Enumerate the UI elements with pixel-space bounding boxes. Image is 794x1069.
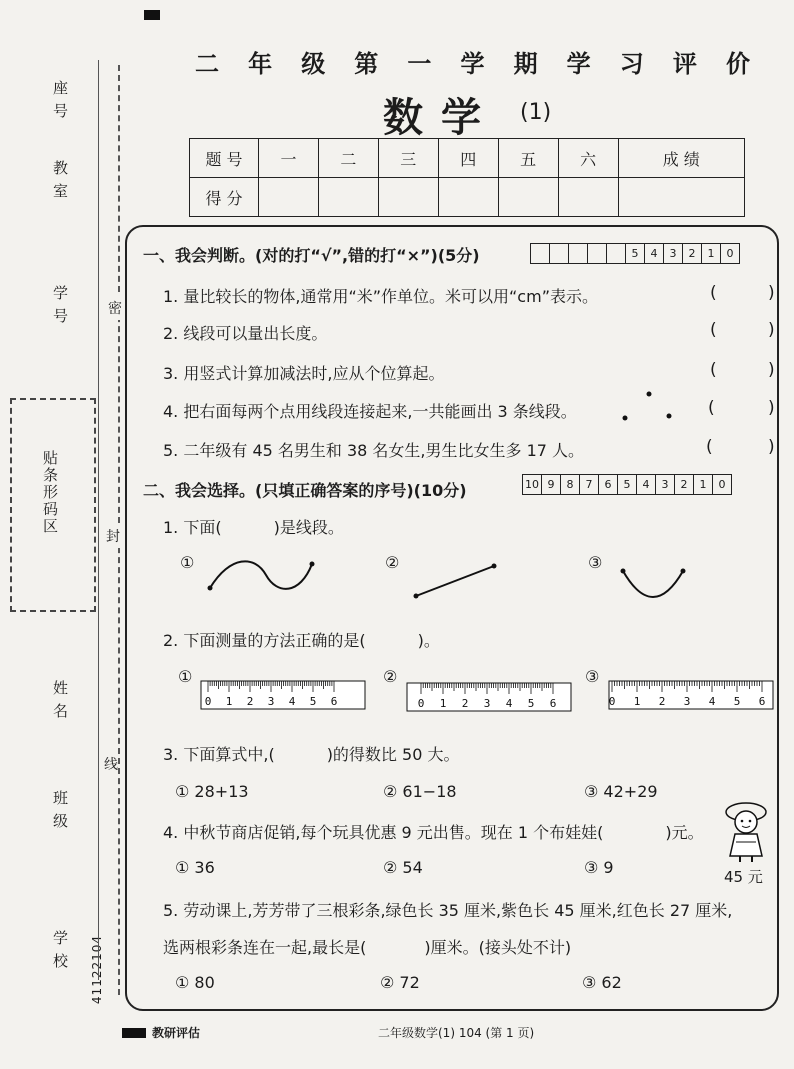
score-cell[interactable]: [498, 178, 558, 217]
q1-text-after: )是线段。: [273, 518, 344, 537]
title-char: 评: [672, 50, 697, 78]
answer-paren-open[interactable]: (: [710, 283, 717, 303]
q3-text-after: )的得数比 50 大。: [326, 745, 460, 764]
exam-title: [195, 44, 750, 79]
q5-text-before: 选两根彩条连在一起,最长是(: [163, 938, 367, 957]
score-box[interactable]: 0: [713, 474, 732, 495]
ruler-option-2: [406, 679, 572, 715]
score-box[interactable]: 3: [656, 474, 675, 495]
title-char: 学: [460, 50, 485, 78]
answer-paren-open[interactable]: (: [708, 398, 715, 418]
wavy-curve: [210, 561, 312, 589]
choice-question-5-line2: [163, 935, 571, 958]
q2-option-1-label: ①: [178, 667, 193, 686]
col-total: 成 绩: [618, 139, 744, 178]
score-cell[interactable]: [378, 178, 438, 217]
score-cell[interactable]: [618, 178, 744, 217]
choice-question-3: [163, 742, 459, 765]
q3-text-before: 3. 下面算式中,(: [163, 745, 275, 764]
wavy-curve-figure: [200, 555, 325, 600]
choice-question-2: [163, 628, 440, 651]
col-2: 二: [318, 139, 378, 178]
arc: [623, 571, 683, 597]
score-box[interactable]: [588, 243, 607, 264]
q4-option-3: ③ 9: [584, 858, 614, 877]
judge-question-2: 2. 线段可以量出长度。: [163, 324, 328, 343]
score-box[interactable]: [607, 243, 626, 264]
answer-paren-close: ): [768, 437, 775, 457]
answer-paren-close: ): [768, 398, 775, 418]
ruler-tick-label: 1: [439, 697, 447, 710]
ruler-tick-label: 4: [288, 695, 296, 708]
ruler-option-1: [200, 677, 366, 713]
ruler-tick-label: 0: [417, 697, 425, 710]
ruler-tick-label: 0: [608, 695, 616, 708]
class-label: 班级: [51, 790, 69, 836]
arc-figure: [615, 563, 695, 605]
score-row-header: 得 分: [190, 178, 259, 217]
q2-option-3-label: ③: [585, 667, 600, 686]
section1-title: 一、我会判断。(对的打“√”,错的打“×”)(5分): [143, 246, 480, 265]
dot: [667, 414, 672, 419]
choice-question-4: [163, 820, 704, 843]
ruler-tick-label: 2: [658, 695, 666, 708]
ruler-tick-label: 6: [549, 697, 557, 710]
score-box[interactable]: 2: [675, 474, 694, 495]
footer-mark: [122, 1028, 146, 1038]
section2-score-boxes: [522, 474, 732, 495]
score-box[interactable]: [550, 243, 569, 264]
q1-text-before: 1. 下面(: [163, 518, 222, 537]
dot: [414, 594, 419, 599]
ruler-tick-label: 4: [708, 695, 716, 708]
line-segment-figure: [408, 560, 503, 602]
score-box[interactable]: 8: [561, 474, 580, 495]
score-box[interactable]: [530, 243, 550, 264]
title-char: 习: [619, 50, 644, 78]
judge-question-1: 1. 量比较长的物体,通常用“米”作单位。米可以用“cm”表示。: [163, 287, 598, 306]
score-box[interactable]: 1: [694, 474, 713, 495]
score-box[interactable]: 7: [580, 474, 599, 495]
seal-char-xian: 线: [104, 752, 118, 776]
ruler-tick-label: 6: [758, 695, 766, 708]
school-label: 学校: [51, 930, 69, 976]
score-table: [189, 138, 745, 217]
ruler-option-3: [608, 677, 774, 713]
q3-option-1: ① 28+13: [175, 782, 249, 801]
answer-paren-open[interactable]: (: [710, 360, 717, 380]
ruler-tick-label: 4: [505, 697, 513, 710]
col-4: 四: [438, 139, 498, 178]
ruler-tick-label: 5: [733, 695, 741, 708]
q4-option-1: ① 36: [175, 858, 215, 877]
choice-question-1: [163, 515, 344, 538]
col-3: 三: [378, 139, 438, 178]
seal-char-feng: 封: [106, 524, 120, 548]
three-dots-figure: [615, 388, 675, 428]
dot: [621, 569, 626, 574]
answer-paren-close: ): [768, 283, 775, 303]
dot: [208, 586, 213, 591]
q5-text-after: )厘米。(接头处不计): [424, 938, 572, 957]
ruler-tick-label: 3: [267, 695, 275, 708]
ruler-tick-label: 6: [330, 695, 338, 708]
score-box[interactable]: 3: [664, 243, 683, 264]
barcode-area-label: 贴条形码区: [41, 450, 59, 535]
dot: [647, 392, 652, 397]
title-char: 年: [248, 50, 273, 78]
segment: [416, 566, 494, 596]
answer-paren-close: ): [768, 360, 775, 380]
score-box[interactable]: 4: [637, 474, 656, 495]
ruler-tick-label: 0: [204, 695, 212, 708]
ruler-tick-label: 3: [683, 695, 691, 708]
col-5: 五: [498, 139, 558, 178]
score-cell[interactable]: [318, 178, 378, 217]
q2-text-before: 2. 下面测量的方法正确的是(: [163, 631, 366, 650]
q5-option-1: ① 80: [175, 973, 215, 992]
choice-question-5-line1: 5. 劳动课上,芳芳带了三根彩条,绿色长 35 厘米,紫色长 45 厘米,红色长 27 厘米,: [163, 901, 733, 920]
answer-paren-close: ): [768, 320, 775, 340]
title-char: 期: [513, 50, 538, 78]
student-id-label: 学号: [51, 285, 69, 331]
score-box[interactable]: 4: [645, 243, 664, 264]
classroom-label: 教室: [51, 160, 69, 206]
answer-paren-open[interactable]: (: [710, 320, 717, 340]
dot: [623, 416, 628, 421]
section1-score-boxes: [530, 243, 740, 264]
title-char: 一: [407, 50, 432, 78]
ruler-tick-label: 3: [483, 697, 491, 710]
question-number-header: 题 号: [190, 139, 259, 178]
q2-text-after: )。: [417, 631, 440, 650]
seal-char-mi: 密: [108, 296, 122, 320]
title-char: 第: [354, 50, 379, 78]
title-char: 学: [566, 50, 591, 78]
dot: [681, 569, 686, 574]
ruler-tick-label: 1: [633, 695, 641, 708]
ruler-tick-label: 2: [246, 695, 254, 708]
q5-option-3: ③ 62: [582, 973, 622, 992]
title-char: 价: [725, 50, 750, 78]
score-box[interactable]: 2: [683, 243, 702, 264]
name-label: 姓名: [51, 680, 69, 726]
score-cell[interactable]: [259, 178, 319, 217]
ruler-tick-label: 2: [461, 697, 469, 710]
serial-number: 41122104: [90, 935, 104, 1005]
q4-text-after: )元。: [665, 823, 704, 842]
score-box[interactable]: 9: [542, 474, 561, 495]
col-1: 一: [259, 139, 319, 178]
registration-mark: [144, 10, 160, 20]
score-box[interactable]: 1: [702, 243, 721, 264]
ruler-tick-label: 5: [527, 697, 535, 710]
q5-option-2: ② 72: [380, 973, 420, 992]
doll-price: 45 元: [724, 868, 763, 886]
doll-icon: [722, 798, 770, 864]
title-char: 二: [195, 50, 219, 78]
section2-title: 二、我会选择。(只填正确答案的序号)(10分): [143, 481, 467, 500]
subject-title: 数学: [383, 94, 499, 141]
q4-text-before: 4. 中秋节商店促销,每个玩具优惠 9 元出售。现在 1 个布娃娃(: [163, 823, 604, 842]
score-box[interactable]: 6: [599, 474, 618, 495]
judge-question-4: 4. 把右面每两个点用线段连接起来,一共能画出 3 条线段。: [163, 402, 577, 421]
q2-option-2-label: ②: [383, 667, 398, 686]
score-box[interactable]: 10: [522, 474, 542, 495]
footer-left: 教研评估: [152, 1026, 201, 1040]
volume-label: (1): [520, 100, 552, 125]
q3-option-3: ③ 42+29: [584, 782, 658, 801]
q1-option-1-label: ①: [180, 553, 195, 572]
col-6: 六: [558, 139, 618, 178]
q1-option-3-label: ③: [588, 553, 603, 572]
q3-option-2: ② 61−18: [383, 782, 457, 801]
answer-paren-open[interactable]: (: [706, 437, 713, 457]
ruler-tick-label: 5: [309, 695, 317, 708]
score-box[interactable]: 5: [626, 243, 645, 264]
score-box[interactable]: 0: [721, 243, 740, 264]
ruler-tick-label: 1: [225, 695, 233, 708]
dot: [492, 564, 497, 569]
footer-center: 二年级数学(1) 104 (第 1 页): [378, 1026, 535, 1040]
score-cell[interactable]: [558, 178, 618, 217]
q1-option-2-label: ②: [385, 553, 400, 572]
score-cell[interactable]: [438, 178, 498, 217]
sidebar-divider: [98, 60, 99, 980]
score-box[interactable]: 5: [618, 474, 637, 495]
score-box[interactable]: [569, 243, 588, 264]
dot: [310, 562, 315, 567]
judge-question-3: 3. 用竖式计算加减法时,应从个位算起。: [163, 364, 445, 383]
title-char: 级: [301, 50, 326, 78]
seat-label: 座号: [51, 80, 69, 126]
q4-option-2: ② 54: [383, 858, 423, 877]
judge-question-5: 5. 二年级有 45 名男生和 38 名女生,男生比女生多 17 人。: [163, 441, 585, 460]
